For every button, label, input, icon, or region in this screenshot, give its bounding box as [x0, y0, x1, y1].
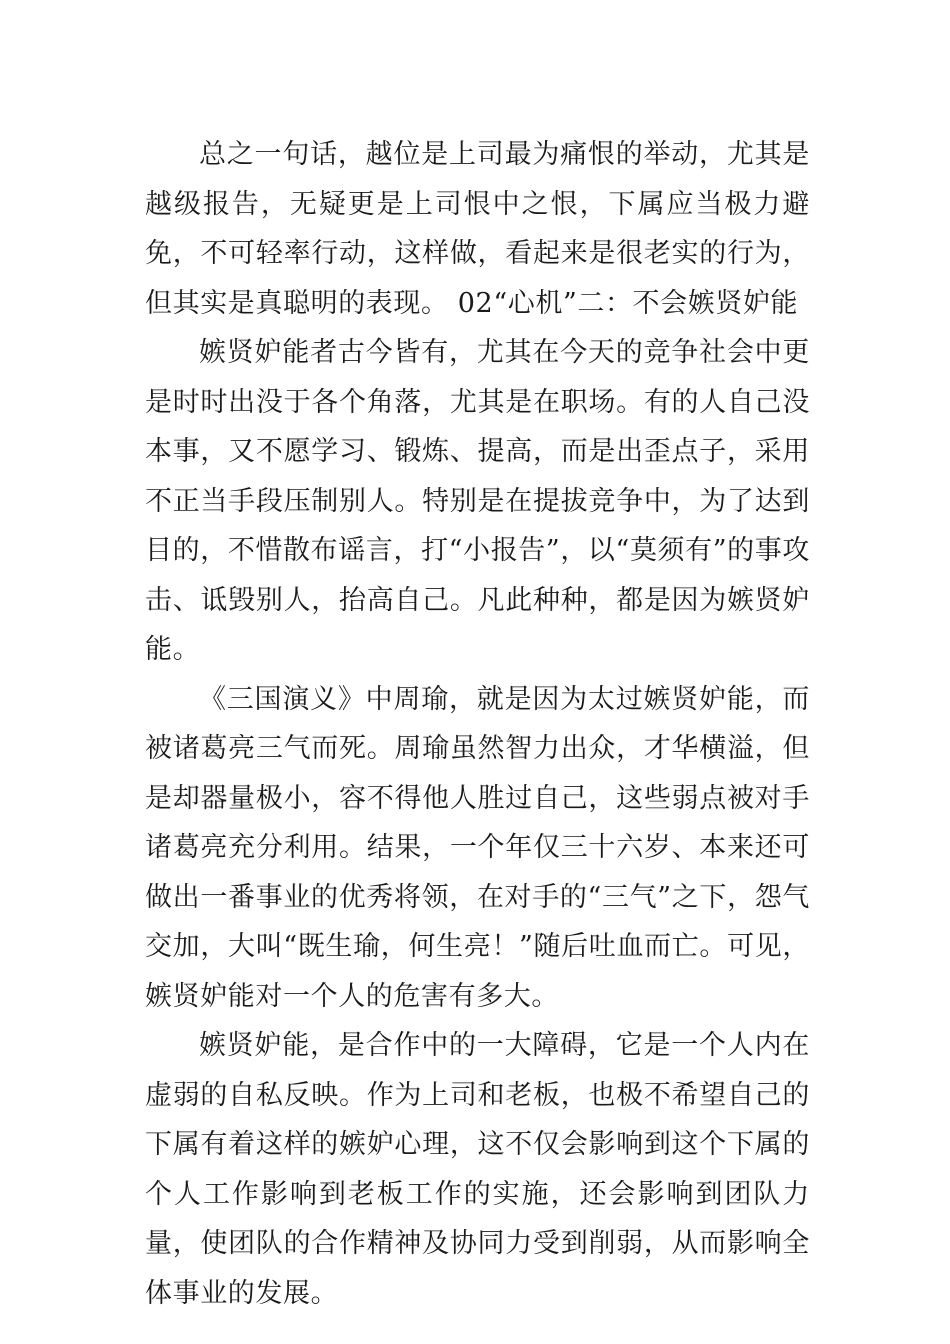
paragraph-3: 《三国演义》中周瑜，就是因为太过嫉贤妒能，而被诸葛亮三气而死。周瑜虽然智力出众，才华横溢，但是却器量极小，容不得他人胜过自己，这些弱点被对手诸葛亮充分利用。结果，一个年仅三十六岁、本来还可做出一番事业的优秀将领，在对手的“三气”之下，怨气交加，大叫“既生瑜，何生亮！”随后吐血而亡。可见，嫉贤妒能对一个人的危害有多大。 [145, 683, 810, 1012]
paragraph-1: 总之一句话，越位是上司最为痛恨的举动，尤其是越级报告，无疑更是上司恨中之恨，下属应当极力避免，不可轻率行动，这样做，看起来是很老实的行为，但其实是真聪明的表现。 02“心机”二：不会嫉贤妒能 [145, 139, 810, 319]
document-body [145, 130, 810, 1318]
paragraph-4: 嫉贤妒能，是合作中的一大障碍，它是一个人内在虚弱的自私反映。作为上司和老板，也极不希望自己的下属有着这样的嫉妒心理，这不仅会影响到这个下属的个人工作影响到老板工作的实施，还会影响到团队力量，使团队的合作精神及协同力受到削弱，从而影响全体事业的发展。 [145, 1030, 810, 1309]
paragraph-2: 嫉贤妒能者古今皆有，尤其在今天的竞争社会中更是时时出没于各个角落，尤其是在职场。有的人自己没本事，又不愿学习、锻炼、提高，而是出歪点子，采用不正当手段压制别人。特别是在提拔竞争中，为了达到目的，不惜散布谣言，打“小报告”，以“莫须有”的事攻击、诋毁别人，抬高自己。凡此种种，都是因为嫉贤妒能。 [145, 337, 810, 665]
